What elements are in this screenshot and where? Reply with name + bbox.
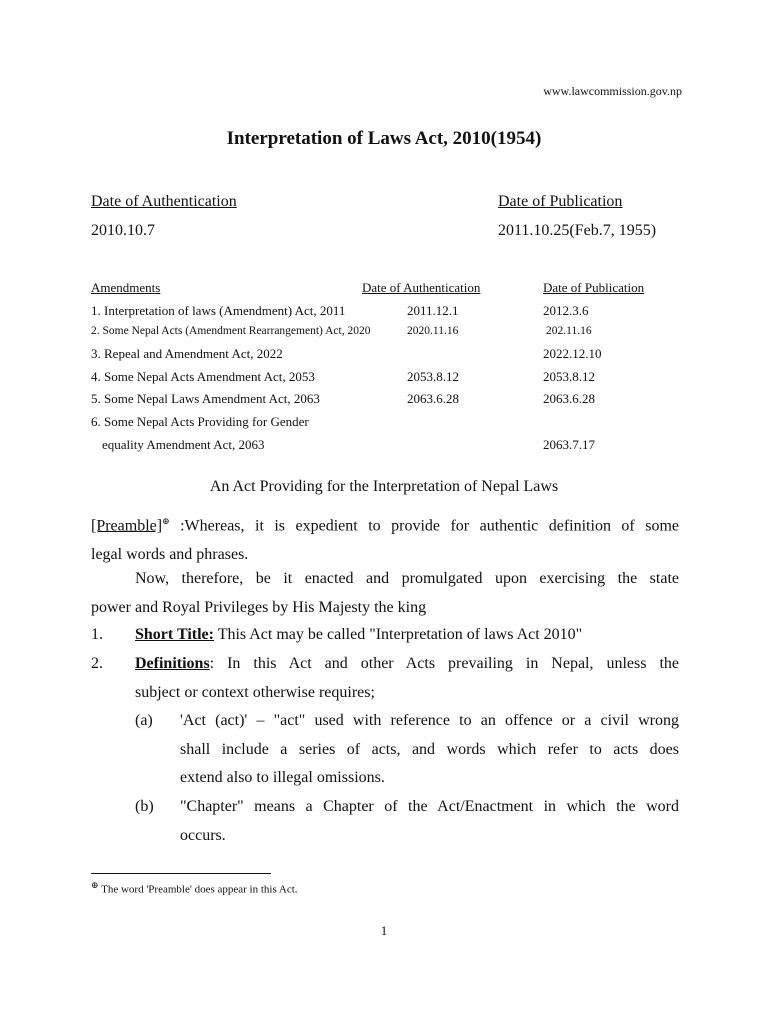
act-heading: An Act Providing for the Interpretation of Nepal Laws	[209, 478, 559, 495]
pub-date-label: Date of Publication	[498, 193, 623, 210]
clause-a-label: (a)	[135, 712, 153, 729]
footnote-divider	[91, 873, 271, 874]
amendments-header-name: Amendments	[91, 280, 161, 295]
amendment-row-auth: 2063.6.28	[407, 391, 459, 406]
amendments-header-auth: Date of Authentication	[362, 280, 481, 295]
section-1-text: This Act may be called "Interpretation of laws Act 2010"	[217, 626, 583, 643]
clause-b-text-1: "Chapter" means a Chapter of the Act/Enactment in which the word	[180, 798, 679, 815]
clause-b-text-2: occurs.	[180, 826, 226, 844]
enacting-text-2: power and Royal Privileges by His Majesty the king	[91, 598, 427, 616]
section-1-heading: Short Title:	[135, 626, 214, 643]
preamble-footnote-mark: ⊕	[162, 516, 170, 526]
enacting-paragraph	[91, 565, 679, 622]
clause-a-text-2: shall include a series of acts, and words which refer to acts does	[180, 740, 679, 758]
enacting-text-1: Now, therefore, be it enacted and promulgated upon exercising the state	[135, 570, 679, 587]
preamble-label: [Preamble]	[91, 517, 163, 535]
amendment-row-name: 1. Interpretation of laws (Amendment) Act, 2011	[91, 303, 346, 318]
section-2-heading: Definitions	[135, 655, 210, 672]
preamble-text-1: :Whereas, it is expedient to provide for authentic definition of some	[180, 517, 680, 535]
section-2-number: 2.	[91, 655, 103, 672]
amendment-row-name: equality Amendment Act, 2063	[102, 437, 265, 452]
amendment-row-name: 5. Some Nepal Laws Amendment Act, 2063	[91, 391, 320, 406]
page-number: 1	[380, 923, 388, 938]
amendment-row-pub: 2012.3.6	[543, 303, 589, 318]
amendment-row-auth: 2011.12.1	[407, 303, 459, 318]
footnote	[91, 880, 298, 896]
auth-date-value: 2010.10.7	[91, 222, 155, 239]
document-title: Interpretation of Laws Act, 2010(1954)	[226, 128, 542, 149]
amendment-row-pub: 202.11.16	[546, 325, 592, 337]
amendment-row-pub: 2053.8.12	[543, 369, 595, 384]
clause-b	[180, 793, 679, 850]
clause-a-text-1: 'Act (act)' – "act" used with reference to an offence or a civil wrong	[180, 712, 679, 729]
amendment-row-name: 2. Some Nepal Acts (Amendment Rearrangement) Act, 2020	[91, 325, 371, 337]
section-2	[135, 650, 679, 707]
amendment-row-name: 4. Some Nepal Acts Amendment Act, 2053	[91, 369, 315, 384]
section-2-text-2: subject or context otherwise requires;	[135, 683, 375, 701]
amendment-row-pub: 2063.6.28	[543, 391, 595, 406]
amendment-row-name: 3. Repeal and Amendment Act, 2022	[91, 346, 283, 361]
clause-a-text-3: extend also to illegal omissions.	[180, 769, 385, 787]
section-1	[135, 626, 582, 644]
section-2-text-1: : In this Act and other Acts prevailing in Nepal, unless the	[209, 655, 679, 672]
source-url: www.lawcommission.gov.np	[543, 84, 682, 98]
amendment-row-pub: 2063.7.17	[543, 437, 595, 452]
preamble-paragraph	[91, 507, 679, 570]
amendment-row-auth: 2053.8.12	[407, 369, 459, 384]
clause-a	[180, 707, 679, 793]
amendments-header-pub: Date of Publication	[543, 280, 645, 295]
preamble-text-2: legal words and phrases.	[91, 545, 249, 563]
amendment-row-auth: 2020.11.16	[407, 325, 459, 337]
clause-b-label: (b)	[135, 798, 154, 815]
pub-date-value: 2011.10.25(Feb.7, 1955)	[498, 222, 657, 239]
section-1-number: 1.	[91, 626, 103, 643]
auth-date-label: Date of Authentication	[91, 193, 237, 210]
amendment-row-pub: 2022.12.10	[543, 346, 602, 361]
amendment-row-name: 6. Some Nepal Acts Providing for Gender	[91, 414, 309, 429]
footnote-text: The word 'Preamble' does appear in this Act.	[101, 883, 298, 896]
footnote-mark: ⊕	[91, 880, 99, 890]
